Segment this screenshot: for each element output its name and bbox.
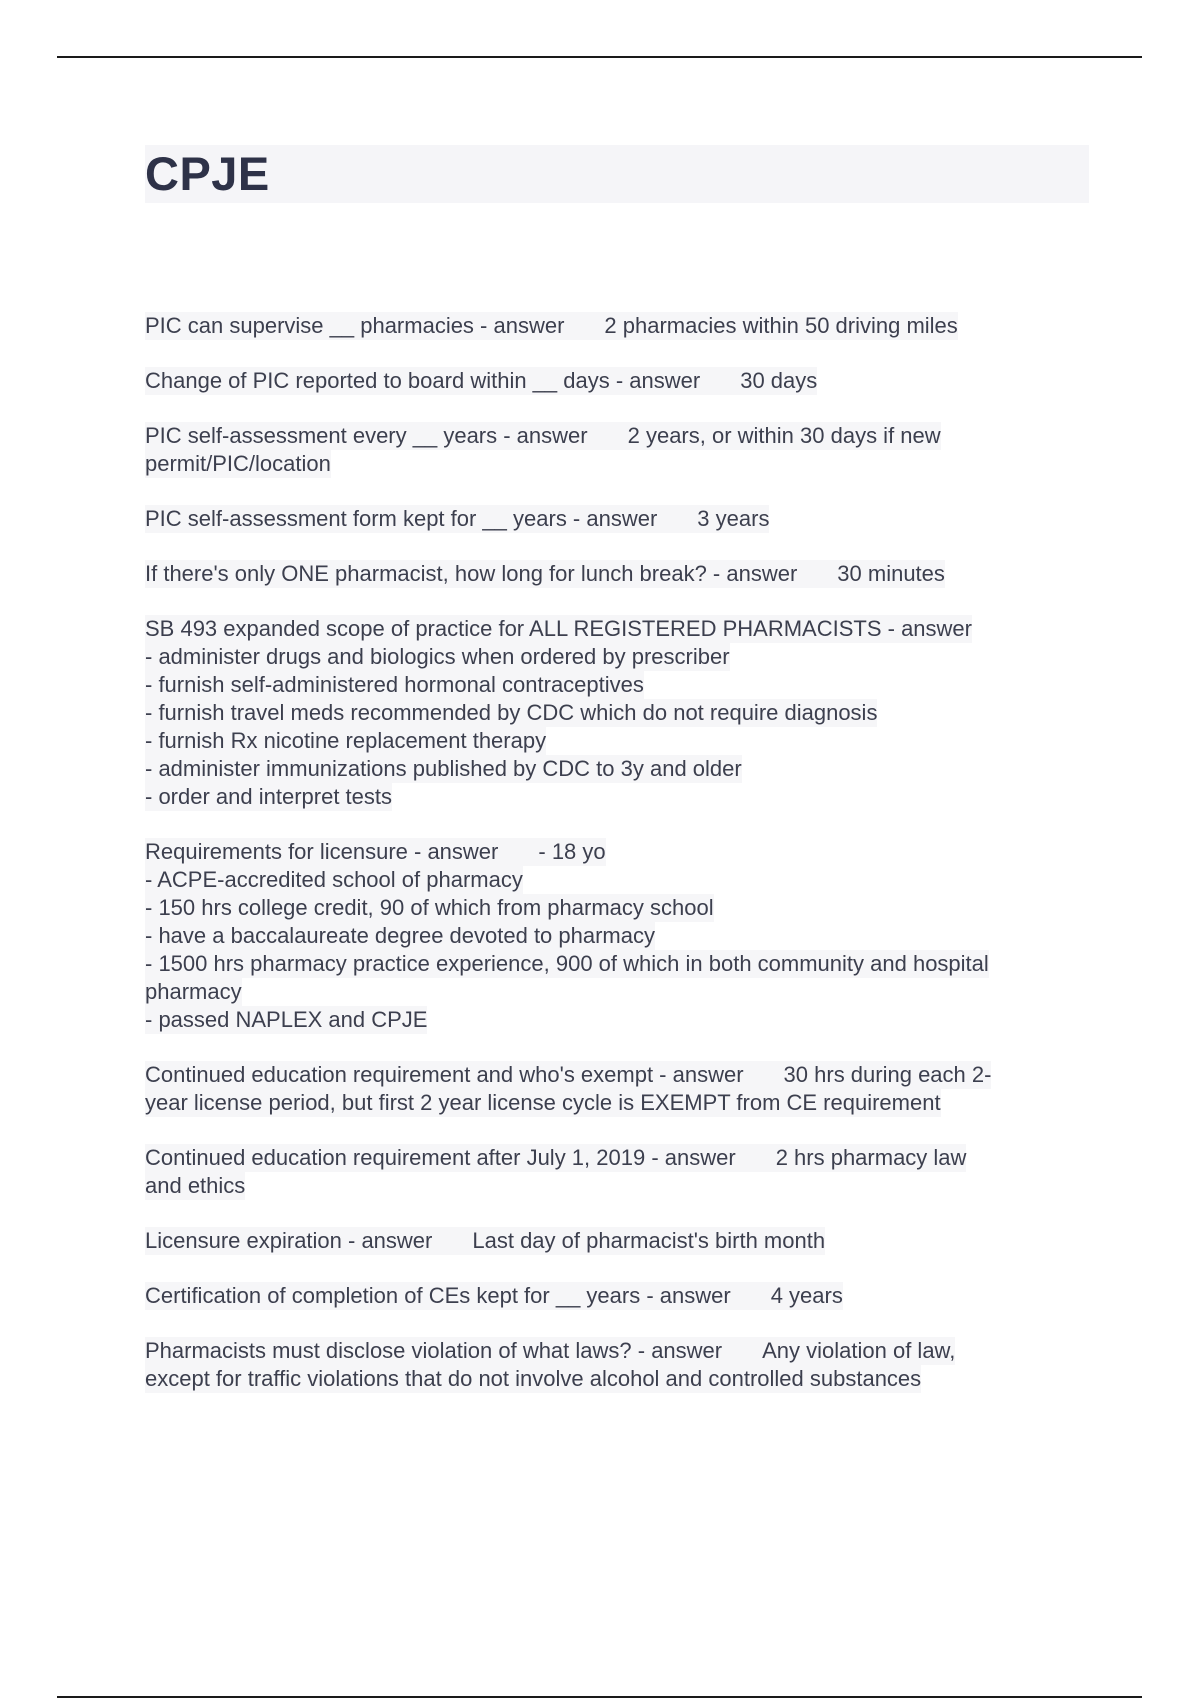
answer-text: Last day of pharmacist's birth month xyxy=(472,1228,826,1253)
flashcard xyxy=(145,1227,1085,1255)
flashcard xyxy=(145,838,1085,1034)
flashcard xyxy=(145,1061,1085,1117)
header-rule xyxy=(57,56,1142,58)
question-text: Certification of completion of CEs kept for __ years - answer xyxy=(145,1283,731,1308)
flashcard xyxy=(145,615,1085,811)
answer-line: - ACPE-accredited school of pharmacy xyxy=(145,867,523,892)
flashcard-first-line xyxy=(145,367,817,395)
answer-text: 2 years, or within 30 days if new xyxy=(627,423,941,448)
answer-line: - 1500 hrs pharmacy practice experience, 900 of which in both community and hospital xyxy=(145,951,989,976)
answer-text: 30 days xyxy=(740,368,818,393)
question-text: Licensure expiration - answer xyxy=(145,1228,433,1253)
question-text: PIC self-assessment every __ years - answer xyxy=(145,423,588,448)
question-text: Requirements for licensure - answer xyxy=(145,839,499,864)
question-text: Continued education requirement after July 1, 2019 - answer xyxy=(145,1145,736,1170)
answer-line: - passed NAPLEX and CPJE xyxy=(145,1007,428,1032)
answer-line: - furnish travel meds recommended by CDC which do not require diagnosis xyxy=(145,700,878,725)
answer-line: and ethics xyxy=(145,1173,246,1198)
title-band xyxy=(145,145,1089,203)
footer-rule xyxy=(57,1696,1142,1698)
flashcard-first-line xyxy=(145,1061,991,1089)
answer-line: - furnish self-administered hormonal contraceptives xyxy=(145,672,644,697)
flashcard-first-line xyxy=(145,422,941,450)
flashcard-first-line xyxy=(145,505,769,533)
question-text: PIC self-assessment form kept for __ years - answer xyxy=(145,506,658,531)
question-text: Pharmacists must disclose violation of what laws? - answer xyxy=(145,1338,723,1363)
flashcard-first-line xyxy=(145,1282,843,1310)
answer-text: Any violation of law, xyxy=(762,1338,956,1363)
answer-text: 2 hrs pharmacy law xyxy=(775,1145,967,1170)
answer-line: pharmacy xyxy=(145,979,242,1004)
question-text: If there's only ONE pharmacist, how long for lunch break? - answer xyxy=(145,561,798,586)
answer-line: - order and interpret tests xyxy=(145,784,393,809)
flashcard xyxy=(145,1337,1085,1393)
flashcard-first-line xyxy=(145,1227,825,1255)
question-text: Continued education requirement and who's exempt - answer xyxy=(145,1062,744,1087)
answer-line: - 150 hrs college credit, 90 of which from pharmacy school xyxy=(145,895,714,920)
answer-text: 30 minutes xyxy=(837,561,945,586)
flashcard xyxy=(145,367,1085,395)
flashcard-first-line xyxy=(145,615,972,643)
page-title: CPJE xyxy=(145,147,270,200)
answer-line: except for traffic violations that do not involve alcohol and controlled substances xyxy=(145,1366,922,1391)
answer-text: 2 pharmacies within 50 driving miles xyxy=(604,313,958,338)
flashcard xyxy=(145,1144,1085,1200)
flashcard xyxy=(145,422,1085,478)
answer-line: - administer immunizations published by CDC to 3y and older xyxy=(145,756,742,781)
answer-line: permit/PIC/location xyxy=(145,451,331,476)
answer-line: - furnish Rx nicotine replacement therapy xyxy=(145,728,547,753)
question-text: SB 493 expanded scope of practice for ALL REGISTERED PHARMACISTS - answer xyxy=(145,616,972,641)
answer-text: 3 years xyxy=(697,506,770,531)
flashcard xyxy=(145,560,1085,588)
answer-line: year license period, but first 2 year license cycle is EXEMPT from CE requirement xyxy=(145,1090,941,1115)
answer-text: - 18 yo xyxy=(538,839,606,864)
question-text: Change of PIC reported to board within __ days - answer xyxy=(145,368,701,393)
flashcard xyxy=(145,1282,1085,1310)
flashcard xyxy=(145,312,1085,340)
flashcard-first-line xyxy=(145,312,958,340)
flashcard-list xyxy=(145,312,1085,1420)
answer-text: 4 years xyxy=(770,1283,843,1308)
flashcard-first-line xyxy=(145,560,945,588)
flashcard-first-line xyxy=(145,838,606,866)
flashcard-first-line xyxy=(145,1144,966,1172)
answer-line: - have a baccalaureate degree devoted to pharmacy xyxy=(145,923,655,948)
flashcard-first-line xyxy=(145,1337,955,1365)
flashcard xyxy=(145,505,1085,533)
answer-text: 30 hrs during each 2- xyxy=(783,1062,992,1087)
question-text: PIC can supervise __ pharmacies - answer xyxy=(145,313,565,338)
answer-line: - administer drugs and biologics when ordered by prescriber xyxy=(145,644,730,669)
